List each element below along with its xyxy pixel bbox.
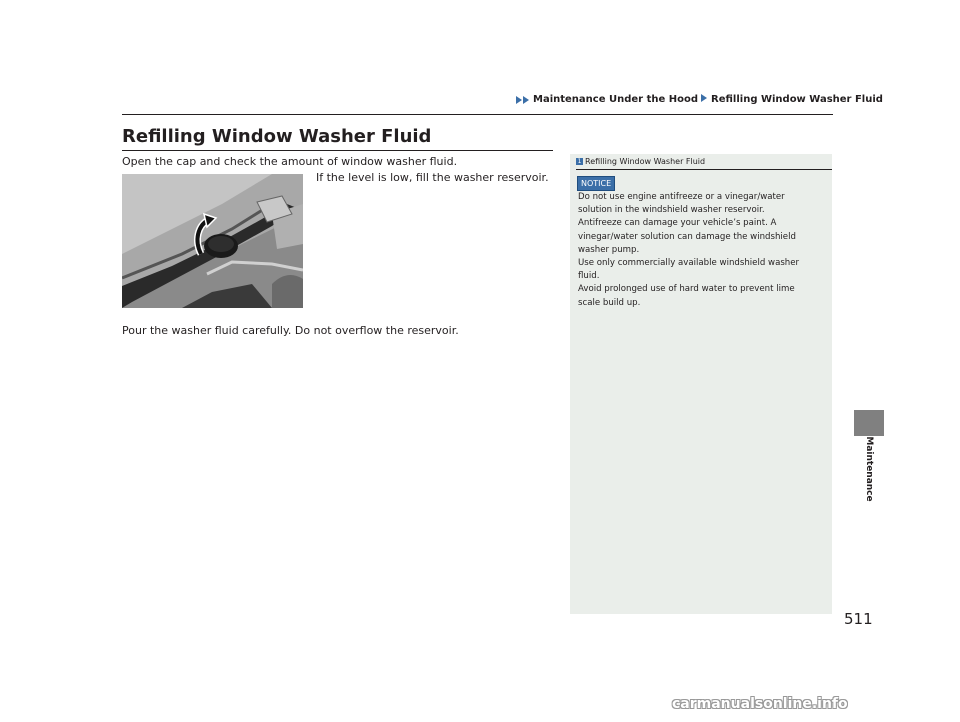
breadcrumb-parent[interactable]: Maintenance Under the Hood (533, 94, 699, 105)
intro-text: Open the cap and check the amount of window washer fluid. (122, 155, 458, 168)
breadcrumb-arrows-icon (516, 96, 530, 104)
notice-badge: NOTICE (577, 176, 615, 191)
breadcrumb (516, 94, 883, 105)
sidebar-text: Do not use engine antifreeze or a vinegar/water solution in the windshield washer reservoir. Antifreeze can damage your vehicle’s paint. A vinegar/water solution can damage the windshield washer pump. Use only commercially available windshield washer fluid. Avoid prolonged use of hard water to prevent lime scale build up. (578, 192, 800, 308)
page-title: Refilling Window Washer Fluid (122, 126, 432, 147)
title-divider (122, 150, 553, 151)
sidebar-header (576, 157, 705, 166)
header-divider (122, 114, 833, 115)
sidebar-header-text: Refilling Window Washer Fluid (585, 157, 706, 166)
watermark: carmanualsonline.info (672, 696, 848, 712)
page-number: 511 (844, 610, 873, 628)
washer-reservoir-cap-photo (122, 174, 303, 308)
section-label-text: Maintenance (864, 436, 874, 502)
breadcrumb-current: Refilling Window Washer Fluid (711, 94, 883, 105)
pour-note-text: Pour the washer fluid carefully. Do not overflow the reservoir. (122, 324, 459, 337)
reference-icon: 1 (577, 158, 582, 165)
level-note-text: If the level is low, fill the washer reservoir. (316, 171, 549, 184)
sidebar-divider (576, 169, 832, 170)
breadcrumb-separator-icon (701, 94, 708, 105)
section-tab[interactable] (854, 410, 884, 436)
sidebar-note-box (570, 154, 832, 614)
section-label (850, 437, 888, 507)
